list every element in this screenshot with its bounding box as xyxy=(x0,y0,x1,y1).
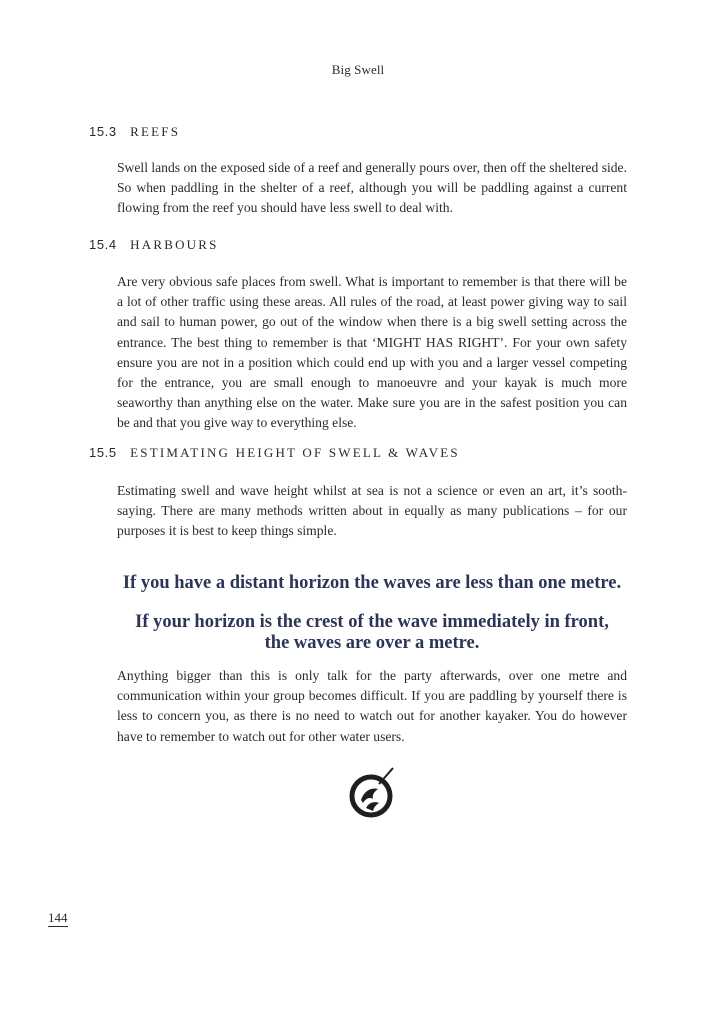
section-number: 15.3 xyxy=(89,124,117,139)
paragraph-harbours: Are very obvious safe places from swell. What is important to remember is that there will be a lot of other traffic using these areas. All rules of the road, at least power giving way to sail and sail to human power, go out of the window when there is a big swell setting across the entrance. The best thing to remember is that ‘MIGHT HAS RIGHT’. For your own safety ensure you are not in a position which could end up with you and a larger vessel competing for the entrance, you are small enough to manoeuvre and your kayak is much more seaworthy than anything else on the water. Make sure you are in the safest position you can be and that you give way to everything else. xyxy=(117,274,627,431)
section-title: ESTIMATING HEIGHT OF SWELL & WAVES xyxy=(130,445,460,460)
running-head: Big Swell xyxy=(331,62,385,77)
page-number: 144 xyxy=(48,910,68,925)
paragraph-afterwards: Anything bigger than this is only talk for the party afterwards, over one metre and communication within your group becomes difficult. If you are paddling by yourself there is less to concern you, as there is no need to watch out for another kayaker. You do however have to remember to watch out for other water users. xyxy=(117,668,627,744)
wave-logo-icon xyxy=(349,764,397,820)
callout-crest-line2: the waves are over a metre. xyxy=(264,633,480,653)
section-title: HARBOURS xyxy=(130,237,219,252)
callout-distant-horizon: If you have a distant horizon the waves are less than one metre. xyxy=(122,573,622,593)
paragraph-reefs: Swell lands on the exposed side of a reef and generally pours over, then off the sheltered side. So when paddling in the shelter of a reef, although you will be paddling against a current flowing from the reef you should have less swell to deal with. xyxy=(117,160,627,216)
section-number: 15.5 xyxy=(89,445,117,460)
callout-crest-line1: If your horizon is the crest of the wave immediately in front, xyxy=(135,612,609,632)
paragraph-estimating: Estimating swell and wave height whilst at sea is not a science or even an art, it’s sooth-saying. There are many methods written about in equally as many publications – for our purposes it is best to keep things simple. xyxy=(117,483,627,539)
section-title: REEFS xyxy=(130,124,181,139)
section-heading-reefs xyxy=(89,124,180,140)
section-heading-estimating xyxy=(89,445,460,461)
section-heading-harbours xyxy=(89,237,219,253)
section-number: 15.4 xyxy=(89,237,117,252)
